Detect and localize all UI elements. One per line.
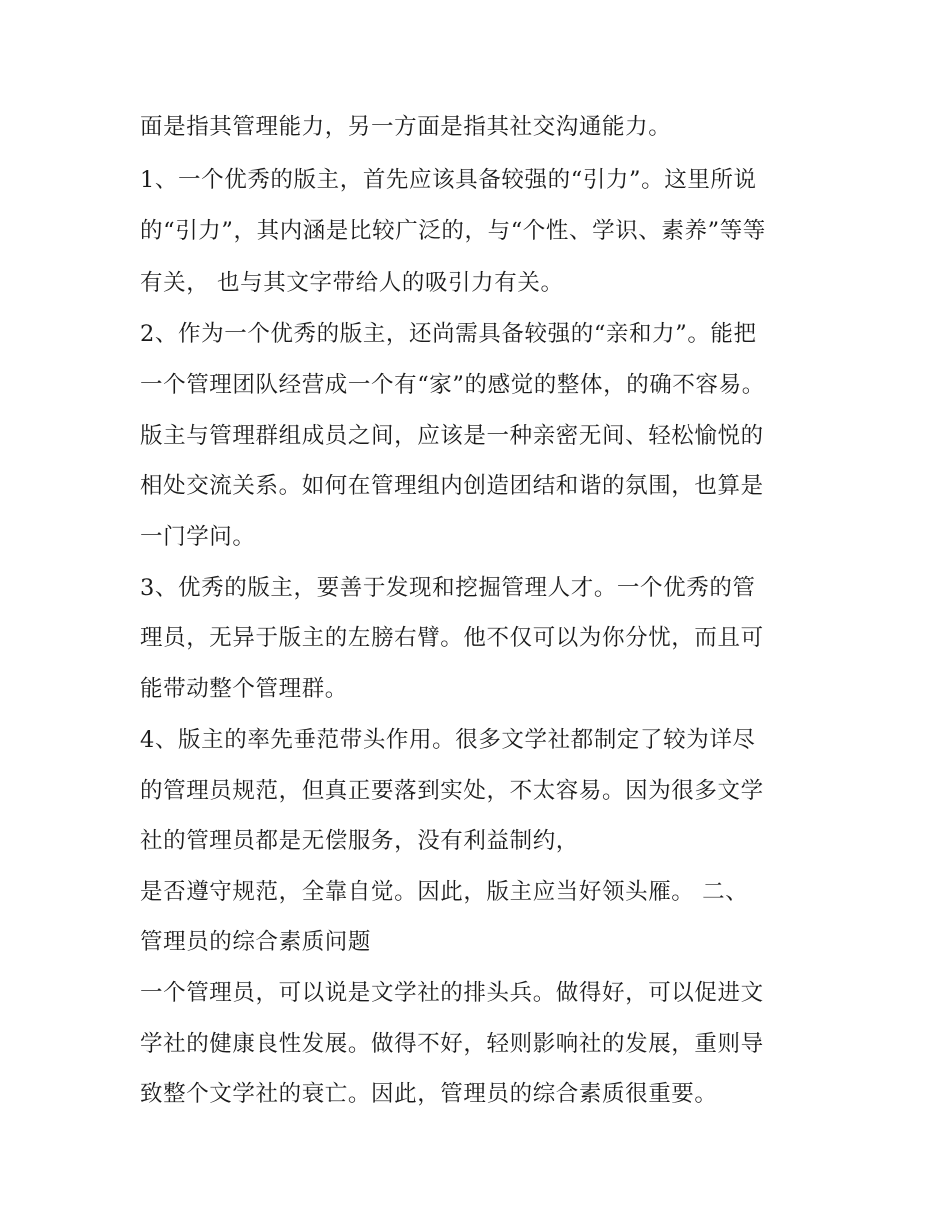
text-line: 3、优秀的版主，要善于发现和挖掘管理人才。一个优秀的管 — [140, 575, 756, 601]
text-line: 能带动整个管理群。 — [140, 676, 348, 702]
text-line: 2、作为一个优秀的版主，还尚需具备较强的“亲和力”。能把 — [140, 321, 757, 347]
text-line: 有关， 也与其文字带给人的吸引力有关。 — [140, 270, 564, 296]
text-line: 的管理员规范，但真正要落到实处，不太容易。因为很多文学 — [140, 778, 764, 804]
text-line: 面是指其管理能力，另一方面是指其社交沟通能力。 — [140, 114, 672, 140]
text-line: 版主与管理群组成员之间，应该是一种亲密无间、轻松愉悦的 — [140, 423, 764, 449]
text-line: 理员，无异于版主的左膀右臂。他不仅可以为你分忧，而且可 — [140, 625, 764, 651]
text-line: 管理员的综合素质问题 — [140, 929, 372, 955]
text-line: 是否遵守规范，全靠自觉。因此，版主应当好领头雁。 二、 — [140, 879, 749, 905]
text-line: 致整个文学社的衰亡。因此，管理员的综合素质很重要。 — [140, 1081, 718, 1107]
text-line: 一个管理员，可以说是文学社的排头兵。做得好，可以促进文 — [140, 980, 764, 1006]
text-line: 一门学问。 — [140, 524, 256, 550]
text-line: 相处交流关系。如何在管理组内创造团结和谐的氛围，也算是 — [140, 473, 764, 499]
text-line: 社的管理员都是无偿服务，没有利益制约， — [140, 828, 579, 854]
text-line: 4、版主的率先垂范带头作用。很多文学社都制定了较为详尽 — [140, 727, 756, 753]
text-line: 的“引力”，其内涵是比较广泛的，与“个性、学识、素养”等等 — [140, 218, 766, 244]
text-line: 学社的健康良性发展。做得不好，轻则影响社的发展，重则导 — [140, 1031, 764, 1057]
text-line: 1、一个优秀的版主，首先应该具备较强的“引力”。这里所说 — [140, 167, 757, 193]
text-line: 一个管理团队经营成一个有“家”的感觉的整体，的确不容易。 — [140, 372, 765, 398]
